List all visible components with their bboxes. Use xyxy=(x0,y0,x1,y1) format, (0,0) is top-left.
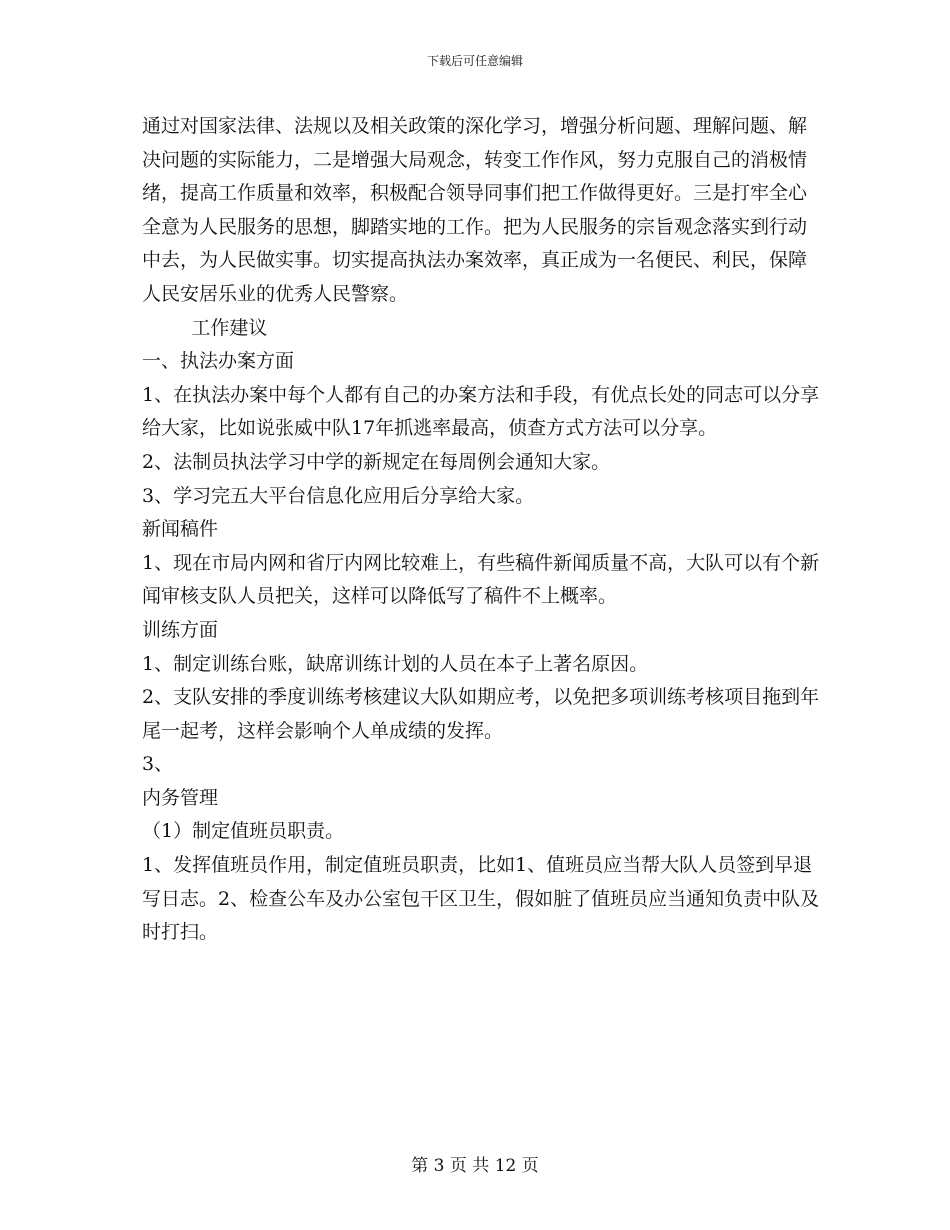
page-header: 下载后可任意编辑 xyxy=(426,54,523,68)
list-item: 1、发挥值班员作用，制定值班员职责，比如1、值班员应当帮大队人员签到早退写日志。2、检查公车及办公室包干区卫生，假如脏了值班员应当通知负责中队及时打扫。 xyxy=(142,854,820,944)
page-number-footer: 第 3 页 共 12 页 xyxy=(411,1156,539,1176)
list-item: 2、支队安排的季度训练考核建议大队如期应考，以免把多项训练考核项目拖到年尾一起考，这样会影响个人单成绩的发挥。 xyxy=(142,686,820,742)
subheading-news-articles: 新闻稿件 xyxy=(142,518,219,541)
subheading-law-enforcement: 一、执法办案方面 xyxy=(142,350,295,373)
list-item: 3、 xyxy=(142,753,174,776)
document-body xyxy=(142,110,822,950)
list-item: 1、在执法办案中每个人都有自己的办案方法和手段，有优点长处的同志可以分享给大家，比如说张威中队17年抓逃率最高，侦查方式方法可以分享。 xyxy=(142,383,820,440)
list-item: 3、学习完五大平台信息化应用后分享给大家。 xyxy=(142,484,535,507)
paragraph-summary: 通过对国家法律、法规以及相关政策的深化学习，增强分析问题、理解问题、解决问题的实际能力，二是增强大局观念，转变工作作风，努力克服自己的消极情绪，提高工作质量和效率，积极配合领导同事们把工作做得更好。三是打牢全心全意为人民服务的思想，脚踏实地的工作。把为人民服务的宗旨观念落实到行动中去，为人民做实事。切实提高执法办案效率，真正成为一名便民、利民，保障人民安居乐业的优秀人民警察。 xyxy=(142,115,808,305)
list-item: 2、法制员执法学习中学的新规定在每周例会通知大家。 xyxy=(142,450,611,473)
list-item: （1）制定值班员职责。 xyxy=(142,820,345,843)
list-item: 1、制定训练台账，缺席训练计划的人员在本子上著名原因。 xyxy=(142,652,649,675)
section-heading-work-suggestions: 工作建议 xyxy=(191,316,268,339)
subheading-internal-affairs: 内务管理 xyxy=(142,786,219,809)
list-item: 1、现在市局内网和省厅内网比较难上，有些稿件新闻质量不高，大队可以有个新闻审核支队人员把关，这样可以降低写了稿件不上概率。 xyxy=(142,551,820,608)
subheading-training: 训练方面 xyxy=(142,618,219,641)
